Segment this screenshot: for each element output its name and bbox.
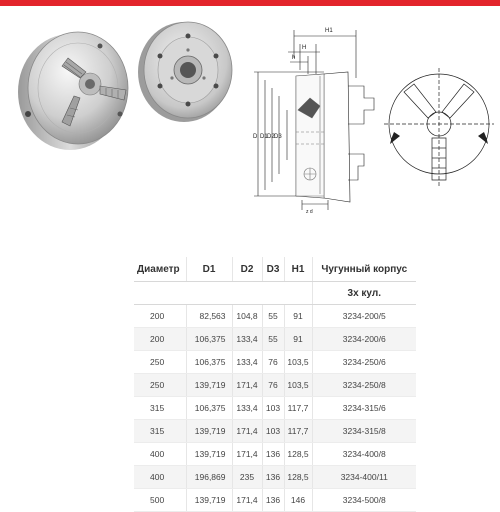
cell-code: 3234-315/8 [312,420,416,443]
cell-d3: 76 [262,351,284,374]
cell-diameter: 315 [134,397,186,420]
cell-h1: 146 [284,489,312,512]
cell-d1: 82,563 [186,305,232,328]
cell-h1: 128,5 [284,443,312,466]
cell-d2: 171,4 [232,443,262,466]
cell-h1: 91 [284,305,312,328]
cell-d2: 133,4 [232,328,262,351]
chuck-photo-back [138,16,238,126]
cell-code: 3234-200/6 [312,328,416,351]
cell-d2: 171,4 [232,374,262,397]
cell-diameter: 250 [134,374,186,397]
table-row [134,466,416,489]
header-d1: D1 [186,257,232,282]
header-body: Чугунный корпус [312,257,416,282]
spec-table [134,257,416,512]
table-header-row [134,257,416,282]
cell-d3: 136 [262,443,284,466]
header-diameter: Диаметр [134,257,186,282]
cell-d3: 55 [262,328,284,351]
cell-d1: 139,719 [186,374,232,397]
label-d3: D3 [274,134,282,140]
cell-code: 3234-500/8 [312,489,416,512]
cell-diameter: 400 [134,443,186,466]
cell-d1: 139,719 [186,420,232,443]
cell-code: 3234-315/6 [312,397,416,420]
cell-h1: 117,7 [284,420,312,443]
cell-h1: 91 [284,328,312,351]
top-accent-bar [0,0,500,6]
table-row [134,305,416,328]
header-body-sub: 3х кул. [312,282,416,305]
cell-d1: 106,375 [186,351,232,374]
cell-d3: 103 [262,420,284,443]
cell-d2: 133,4 [232,351,262,374]
cell-d3: 76 [262,374,284,397]
cell-diameter: 200 [134,305,186,328]
label-z: z d [306,209,313,214]
label-h1: H1 [325,28,333,34]
cell-d1: 106,375 [186,328,232,351]
cell-code: 3234-250/6 [312,351,416,374]
header-d2: D2 [232,257,262,282]
cell-d3: 136 [262,466,284,489]
table-row [134,420,416,443]
table-row [134,397,416,420]
cell-code: 3234-400/11 [312,466,416,489]
cell-d1: 139,719 [186,443,232,466]
cell-diameter: 250 [134,351,186,374]
cell-code: 3234-250/8 [312,374,416,397]
cell-d1: 139,719 [186,489,232,512]
cell-h1: 103,5 [284,351,312,374]
cell-d3: 55 [262,305,284,328]
cell-h1: 128,5 [284,466,312,489]
cell-h1: 117,7 [284,397,312,420]
cell-d2: 235 [232,466,262,489]
cell-diameter: 400 [134,466,186,489]
cell-d2: 171,4 [232,489,262,512]
header-d3: D3 [262,257,284,282]
cell-d3: 103 [262,397,284,420]
chuck-front-view [384,62,494,190]
cell-d2: 104,8 [232,305,262,328]
table-row [134,328,416,351]
cell-code: 3234-400/8 [312,443,416,466]
cell-d1: 106,375 [186,397,232,420]
cell-d2: 133,4 [232,397,262,420]
cell-diameter: 500 [134,489,186,512]
cell-code: 3234-200/5 [312,305,416,328]
table-row [134,443,416,466]
cell-diameter: 315 [134,420,186,443]
label-d1: D1 [260,134,268,140]
chuck-photo-angled [8,16,138,156]
label-d: D [253,134,258,140]
cell-h1: 103,5 [284,374,312,397]
header-h1: H1 [284,257,312,282]
cell-d1: 196,869 [186,466,232,489]
cell-d2: 171,4 [232,420,262,443]
table-row [134,351,416,374]
table-row [134,489,416,512]
label-d2: D2 [267,134,275,140]
chuck-section-drawing [232,14,382,214]
cell-d3: 136 [262,489,284,512]
label-h-small: h [292,55,296,61]
cell-diameter: 200 [134,328,186,351]
table-row [134,374,416,397]
label-h: H [302,45,307,51]
table-subheader-row [134,282,416,305]
